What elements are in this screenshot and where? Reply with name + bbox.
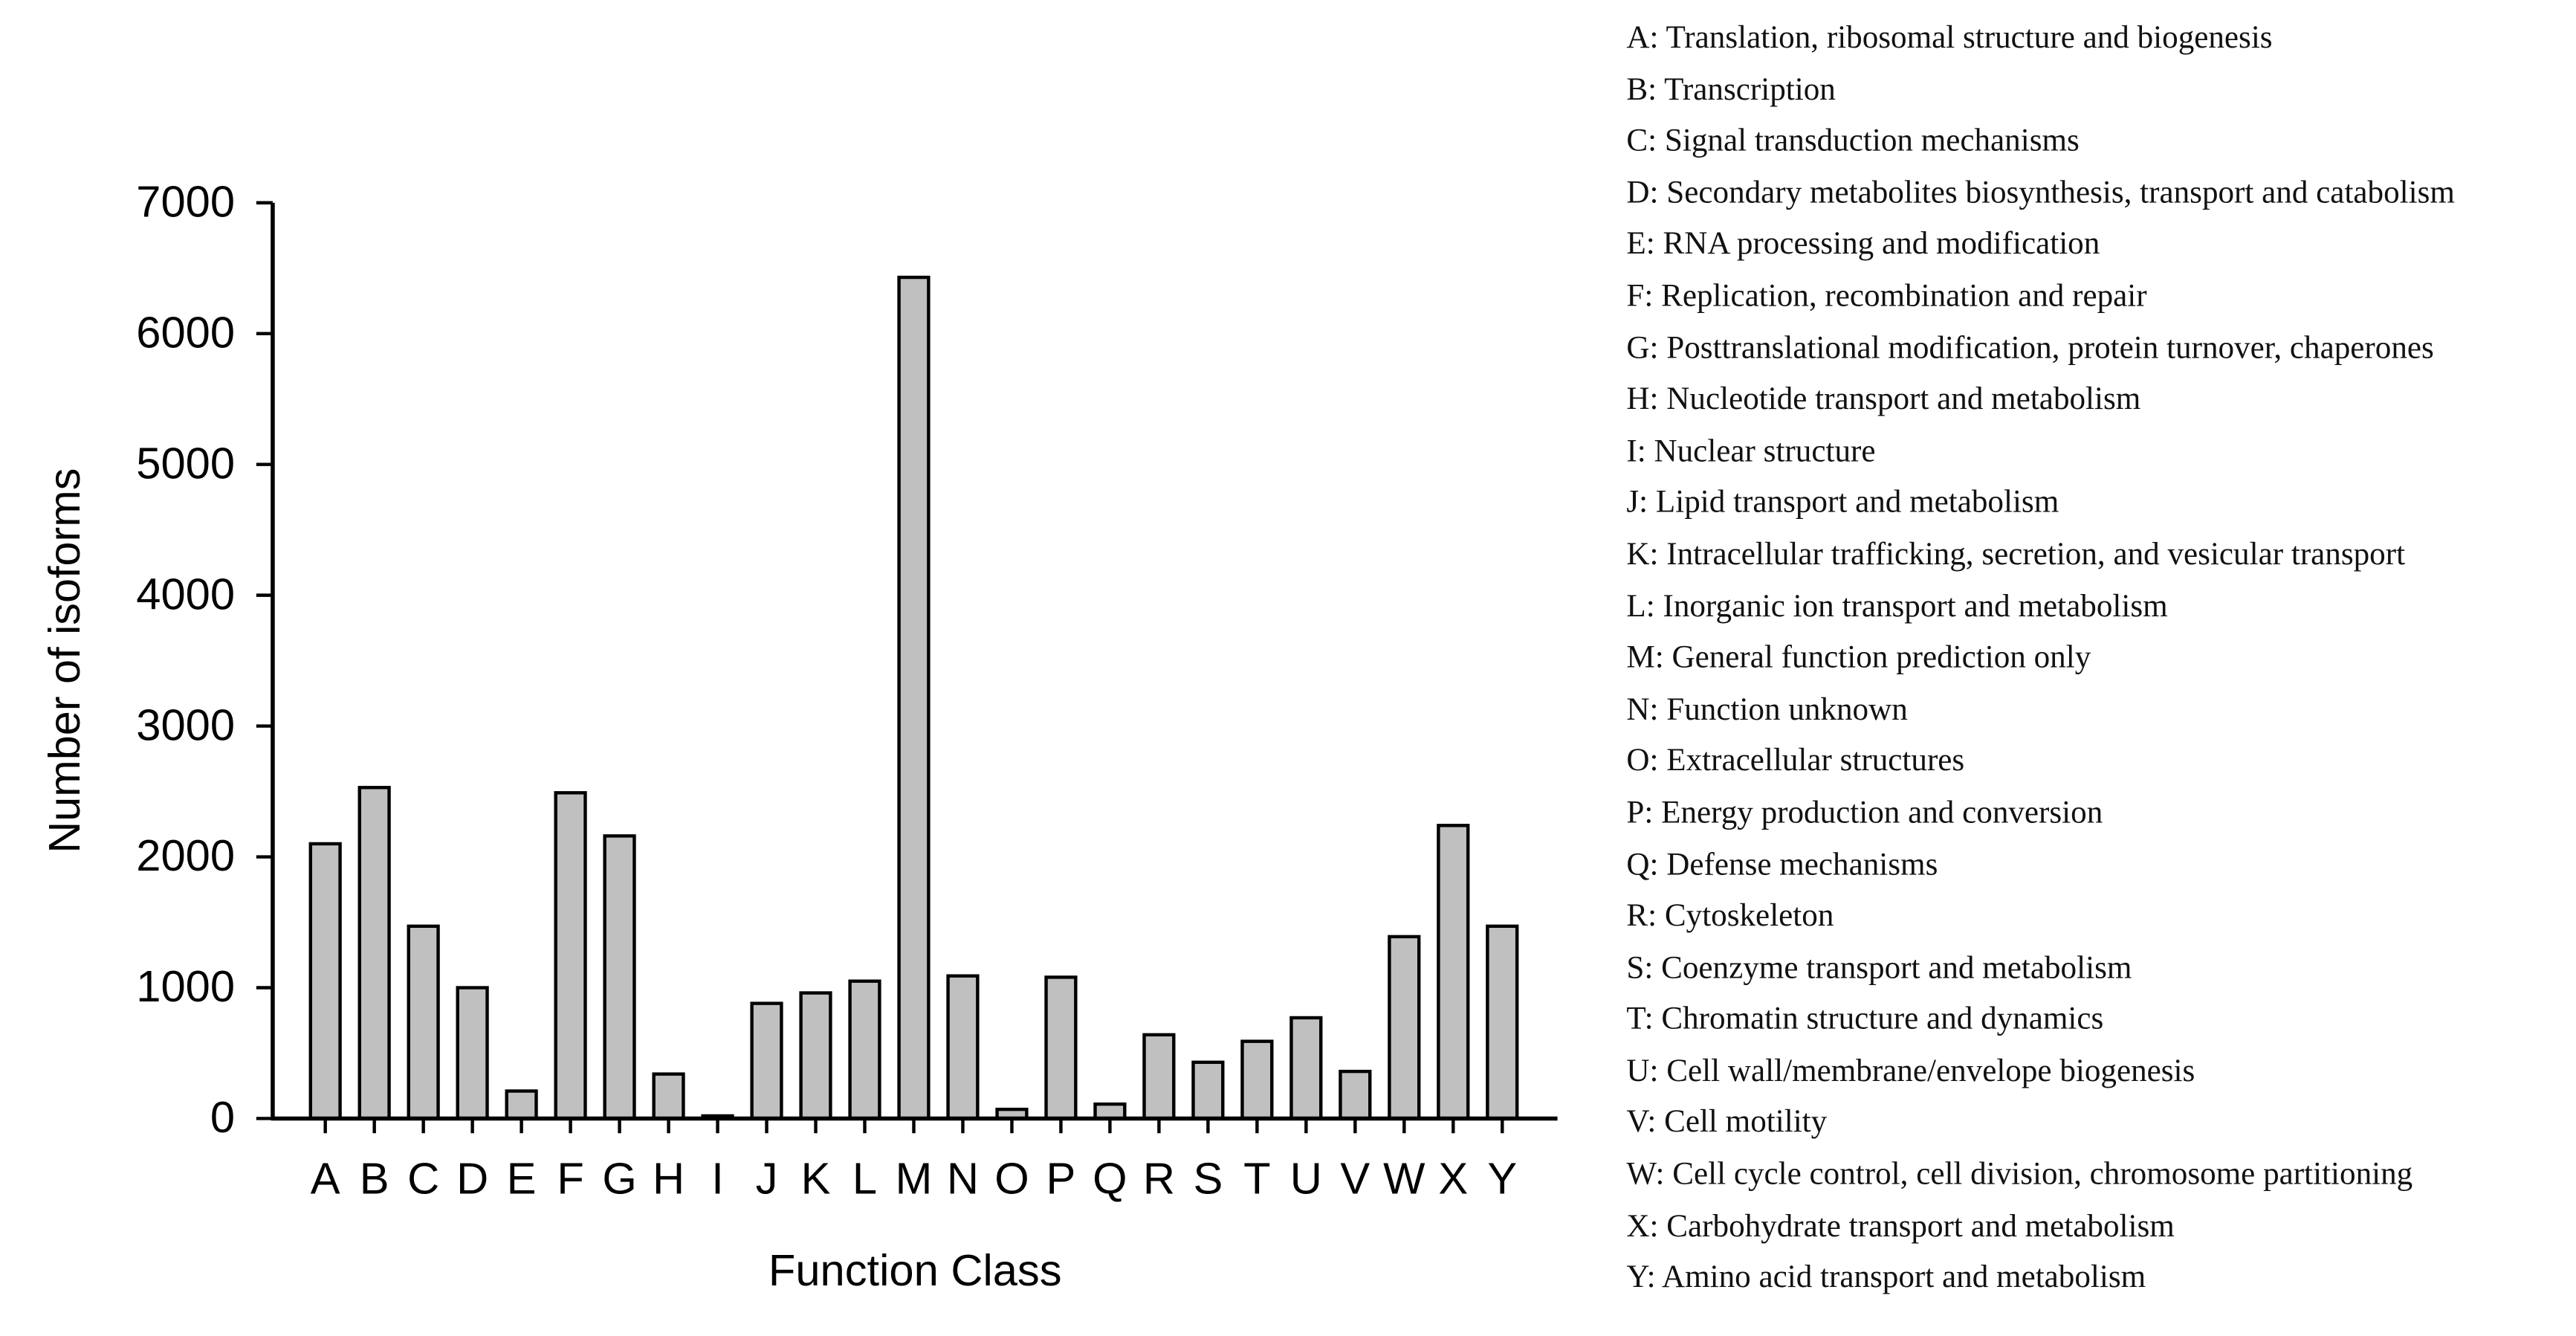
- x-tick-label: Q: [1093, 1154, 1127, 1204]
- bar-K: [801, 993, 831, 1119]
- legend-item: O: Extracellular structures: [1626, 744, 1965, 779]
- x-tick-label: B: [359, 1154, 389, 1204]
- legend-item: T: Chromatin structure and dynamics: [1626, 1002, 2104, 1038]
- x-tick-label: R: [1142, 1154, 1175, 1204]
- x-tick-label: L: [852, 1154, 878, 1204]
- x-tick-label: M: [895, 1154, 933, 1204]
- bar-T: [1242, 1042, 1272, 1119]
- legend-item: K: Intracellular trafficking, secretion, and vesicular transport: [1626, 538, 2406, 572]
- bar-A: [311, 844, 340, 1119]
- legend-item: U: Cell wall/membrane/envelope biogenesis: [1626, 1054, 2195, 1089]
- y-tick-label: 7000: [136, 177, 236, 227]
- bar-J: [752, 1004, 782, 1119]
- legend-item: L: Inorganic ion transport and metabolism: [1626, 589, 2168, 625]
- x-tick-label: S: [1193, 1154, 1223, 1204]
- bar-B: [360, 787, 389, 1118]
- x-tick-label: G: [602, 1154, 637, 1204]
- y-tick-label: 1000: [136, 962, 236, 1012]
- bar-C: [409, 926, 438, 1119]
- bar-Y: [1487, 926, 1517, 1119]
- x-tick-label: P: [1046, 1154, 1076, 1204]
- x-tick-label: O: [994, 1154, 1029, 1204]
- x-tick-label: X: [1438, 1154, 1469, 1204]
- legend: [1626, 13, 2455, 1305]
- legend-item: S: Coenzyme transport and metabolism: [1626, 951, 2132, 986]
- bar-V: [1340, 1071, 1370, 1118]
- x-tick-label: H: [652, 1154, 685, 1204]
- x-tick-label: W: [1383, 1154, 1425, 1204]
- legend-item: J: Lipid transport and metabolism: [1626, 486, 2059, 521]
- legend-item: B: Transcription: [1626, 73, 1836, 108]
- bar-H: [654, 1074, 684, 1119]
- x-tick-label: C: [407, 1154, 440, 1204]
- legend-item: W: Cell cycle control, cell division, chromosome partitioning: [1626, 1158, 2413, 1193]
- legend-item: D: Secondary metabolites biosynthesis, transport and catabolism: [1626, 176, 2455, 211]
- x-tick-label: F: [557, 1154, 584, 1204]
- y-tick-label: 5000: [136, 439, 236, 488]
- legend-item: P: Energy production and conversion: [1626, 796, 2103, 831]
- legend-item: Y: Amino acid transport and metabolism: [1626, 1261, 2146, 1296]
- bar-R: [1145, 1035, 1174, 1119]
- bar-F: [556, 793, 586, 1118]
- x-tick-label: A: [310, 1154, 340, 1204]
- x-tick-label: U: [1289, 1154, 1322, 1204]
- bar-P: [1046, 977, 1076, 1118]
- y-tick-label: 0: [210, 1093, 236, 1143]
- legend-item: Q: Defense mechanisms: [1626, 848, 1938, 882]
- x-tick-label: V: [1340, 1154, 1370, 1204]
- legend-item: N: Function unknown: [1626, 692, 1908, 728]
- x-tick-label: N: [946, 1154, 980, 1204]
- bar-L: [850, 981, 880, 1119]
- bar-G: [605, 836, 635, 1118]
- y-axis-title: Number of isoforms: [40, 468, 90, 853]
- bar-U: [1291, 1018, 1321, 1118]
- x-tick-label: J: [755, 1154, 778, 1204]
- bar-Q: [1096, 1104, 1125, 1118]
- bar-S: [1193, 1062, 1223, 1119]
- legend-item: X: Carbohydrate transport and metabolism: [1626, 1209, 2175, 1245]
- legend-item: G: Posttranslational modification, protein turnover, chaperones: [1626, 331, 2434, 366]
- y-tick-label: 3000: [136, 700, 236, 750]
- legend-item: A: Translation, ribosomal structure and biogenesis: [1626, 21, 2273, 56]
- y-tick-label: 6000: [136, 308, 236, 358]
- bar-N: [948, 976, 978, 1119]
- legend-item: E: RNA processing and modification: [1626, 227, 2100, 262]
- legend-item: M: General function prediction only: [1626, 641, 2091, 676]
- bar-D: [458, 987, 488, 1118]
- x-tick-label: E: [506, 1154, 537, 1204]
- x-tick-label: D: [456, 1154, 489, 1204]
- x-axis-title: Function Class: [768, 1246, 1062, 1296]
- bar-W: [1389, 937, 1419, 1119]
- legend-item: R: Cytoskeleton: [1626, 899, 1834, 935]
- legend-item: V: Cell motility: [1626, 1106, 1828, 1141]
- bar-E: [507, 1091, 537, 1119]
- y-tick-label: 2000: [136, 831, 236, 881]
- x-tick-label: T: [1243, 1154, 1271, 1204]
- legend-item: I: Nuclear structure: [1626, 434, 1876, 469]
- x-tick-label: Y: [1487, 1154, 1518, 1204]
- bar-X: [1438, 825, 1468, 1118]
- bar-M: [899, 277, 929, 1118]
- x-tick-label: K: [800, 1154, 831, 1204]
- legend-item: C: Signal transduction mechanisms: [1626, 124, 2080, 159]
- legend-item: H: Nucleotide transport and metabolism: [1626, 383, 2141, 418]
- x-tick-label: I: [711, 1154, 724, 1204]
- y-tick-label: 4000: [136, 569, 236, 619]
- legend-item: F: Replication, recombination and repair: [1626, 280, 2147, 314]
